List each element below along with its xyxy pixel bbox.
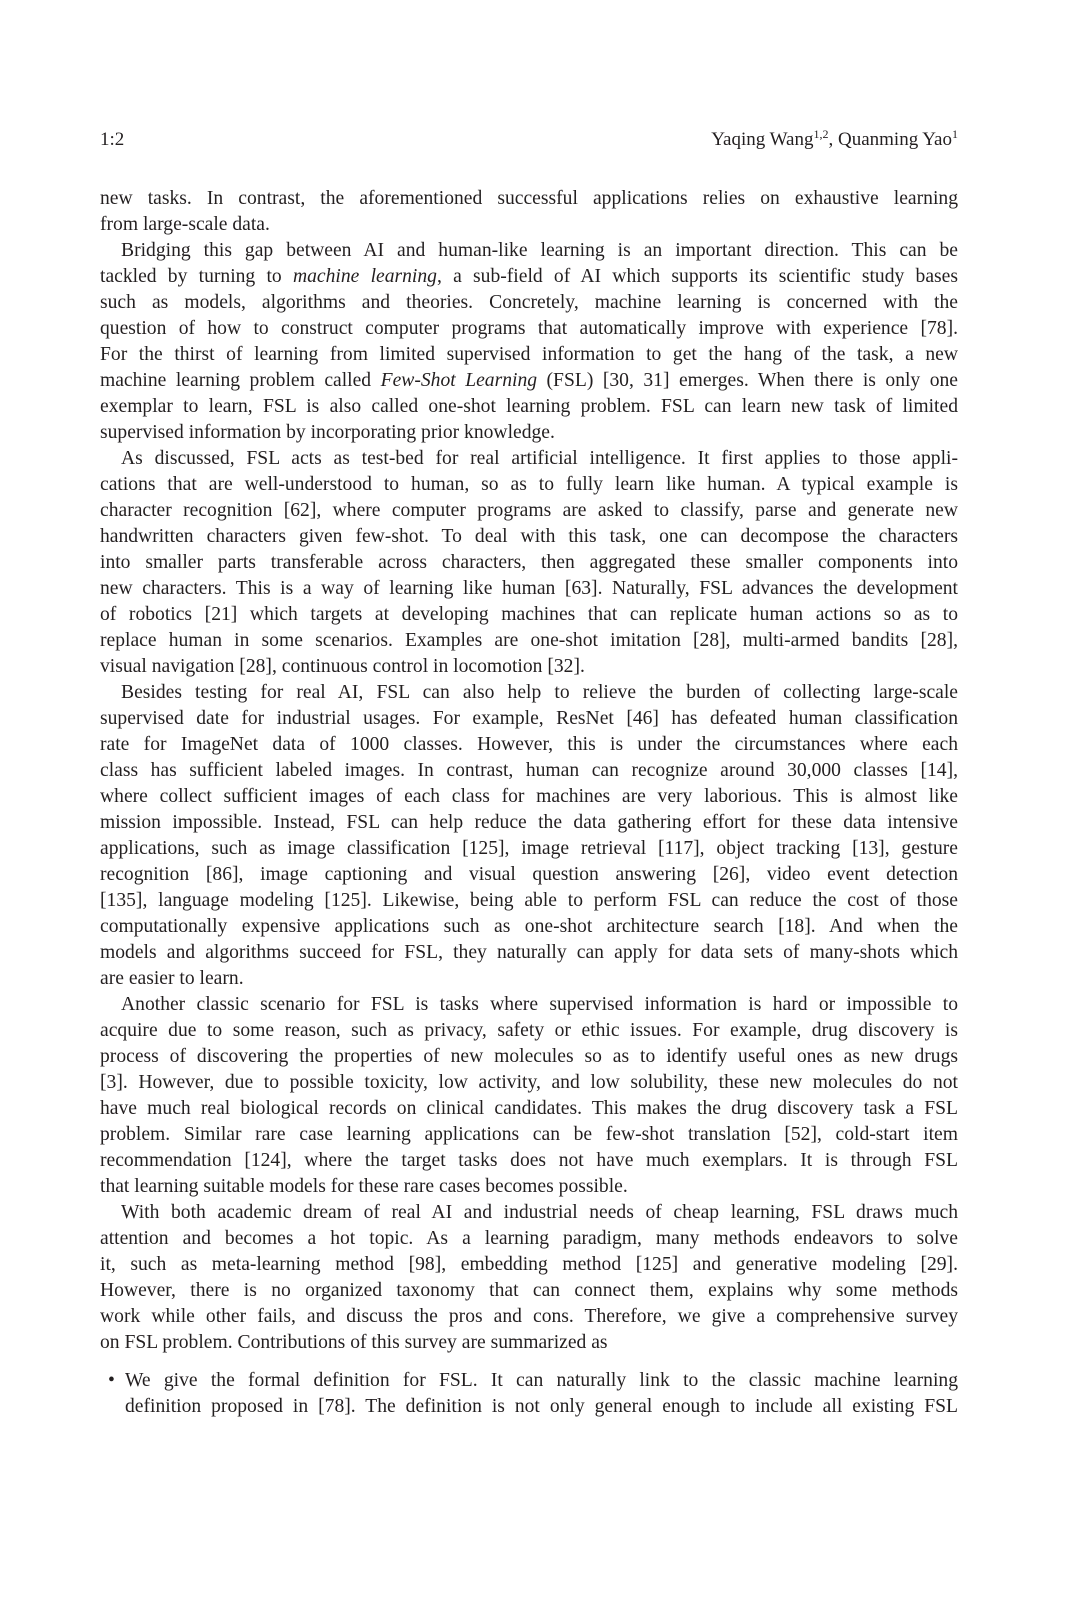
text-line: are easier to learn.	[100, 968, 244, 989]
text-line: work while other fails, and discuss the pros and cons. Therefore, we give a comprehensive survey	[100, 1306, 958, 1327]
text-line: that learning suitable models for these rare cases becomes possible.	[100, 1176, 628, 1197]
text-line: computationally expensive applications such as one-shot architecture search [18]. And when the	[100, 916, 958, 937]
text-line: handwritten characters given few-shot. To deal with this task, one can decompose the characters	[100, 526, 958, 547]
text-line: We give the formal definition for FSL. It can naturally link to the classic machine learning	[125, 1370, 958, 1391]
text-line: supervised date for industrial usages. For example, ResNet [46] has defeated human classification	[100, 708, 958, 729]
bullet-icon: •	[108, 1370, 115, 1391]
text-line: class has sufficient labeled images. In contrast, human can recognize around 30,000 classes [14],	[100, 760, 958, 781]
emphasized-term: Few-Shot Learning	[380, 370, 538, 391]
text-line: cations that are well-understood to human, so as to fully learn like human. A typical example is	[100, 474, 958, 495]
text-line: from large-scale data.	[100, 214, 270, 235]
text-line: it, such as meta-learning method [98], embedding method [125] and generative modeling [29].	[100, 1254, 958, 1275]
text-line: on FSL problem. Contributions of this survey are summarized as	[100, 1332, 608, 1353]
author-affiliation-mark: 1,2	[813, 127, 829, 141]
text-line: With both academic dream of real AI and industrial needs of cheap learning, FSL draws much	[121, 1202, 958, 1223]
body-text	[100, 186, 958, 1420]
text-line: models and algorithms succeed for FSL, they naturally can apply for data sets of many-shots which	[100, 942, 958, 963]
text-line: rate for ImageNet data of 1000 classes. However, this is under the circumstances where each	[100, 734, 958, 755]
contribution-list	[100, 1368, 958, 1420]
paragraph	[100, 1200, 958, 1356]
paragraph-list	[100, 186, 958, 1356]
contribution-item	[100, 1368, 958, 1420]
paragraph	[100, 680, 958, 992]
text-line: new tasks. In contrast, the aforementioned successful applications relies on exhaustive learning	[100, 188, 958, 209]
text-line: such as models, algorithms and theories. Concretely, machine learning is concerned with the	[100, 292, 958, 313]
text-line: However, there is no organized taxonomy that can connect them, explains why some methods	[100, 1280, 958, 1301]
text-line: into smaller parts transferable across characters, then aggregated these smaller components into	[100, 552, 958, 573]
text-line: recognition [86], image captioning and visual question answering [26], video event detection	[100, 864, 958, 885]
text-line: applications, such as image classification [125], image retrieval [117], object tracking [13], gesture	[100, 838, 958, 859]
text-line: Bridging this gap between AI and human-like learning is an important direction. This can be	[121, 240, 958, 261]
text-line: supervised information by incorporating prior knowledge.	[100, 422, 555, 443]
emphasized-term: machine learning	[292, 266, 437, 287]
text-line: Besides testing for real AI, FSL can also help to relieve the burden of collecting large-scale	[121, 682, 958, 703]
author-name: Yaqing Wang	[711, 129, 814, 150]
text-line: mission impossible. Instead, FSL can help reduce the data gathering effort for these data intensive	[100, 812, 958, 833]
text-line: process of discovering the properties of new molecules so as to identify useful ones as new drugs	[100, 1046, 958, 1067]
text-line: machine learning problem called Few-Shot Learning (FSL) [30, 31] emerges. When there is only one	[100, 370, 959, 391]
author-list	[711, 128, 958, 152]
text-line: recommendation [124], where the target tasks does not have much exemplars. It is through FSL	[100, 1150, 958, 1171]
paragraph	[100, 238, 958, 446]
text-line: attention and becomes a hot topic. As a learning paradigm, many methods endeavors to solve	[100, 1228, 958, 1249]
text-line: exemplar to learn, FSL is also called one-shot learning problem. FSL can learn new task of limited	[100, 396, 958, 417]
text-line: of robotics [21] which targets at developing machines that can replicate human actions so as to	[100, 604, 958, 625]
paragraph	[100, 446, 958, 680]
text-line: replace human in some scenarios. Examples are one-shot imitation [28], multi-armed bandits [28],	[100, 630, 958, 651]
text-line: have much real biological records on clinical candidates. This makes the drug discovery task a FSL	[100, 1098, 958, 1119]
author-affiliation-mark: 1	[952, 127, 958, 141]
text-line: [3]. However, due to possible toxicity, low activity, and low solubility, these new molecules do not	[100, 1072, 958, 1093]
text-line: definition proposed in [78]. The definition is not only general enough to include all existing FSL	[125, 1396, 958, 1417]
author-name: Quanming Yao	[837, 129, 952, 150]
paragraph	[100, 992, 958, 1200]
text-line: where collect sufficient images of each class for machines are very laborious. This is almost like	[100, 786, 958, 807]
text-line: problem. Similar rare case learning applications can be few-shot translation [52], cold-start item	[100, 1124, 958, 1145]
text-line: visual navigation [28], continuous control in locomotion [32].	[100, 656, 585, 677]
author-separator: ,	[828, 129, 838, 150]
text-line: question of how to construct computer programs that automatically improve with experience [78].	[100, 318, 958, 339]
text-line: acquire due to some reason, such as privacy, safety or ethic issues. For example, drug discovery is	[100, 1020, 958, 1041]
text-line: new characters. This is a way of learning like human [63]. Naturally, FSL advances the development	[100, 578, 958, 599]
paragraph	[100, 186, 958, 238]
text-line: Another classic scenario for FSL is tasks where supervised information is hard or impossible to	[121, 994, 958, 1015]
text-line: tackled by turning to machine learning, a sub-field of AI which supports its scientific study bases	[100, 266, 958, 287]
text-line: As discussed, FSL acts as test-bed for real artificial intelligence. It first applies to those appli-	[121, 448, 958, 469]
text-line: character recognition [62], where computer programs are asked to classify, parse and generate new	[100, 500, 958, 521]
text-line: [135], language modeling [125]. Likewise, being able to perform FSL can reduce the cost of those	[100, 890, 958, 911]
page-number: 1:2	[100, 129, 125, 150]
text-line: For the thirst of learning from limited supervised information to get the hang of the task, a new	[100, 344, 958, 365]
